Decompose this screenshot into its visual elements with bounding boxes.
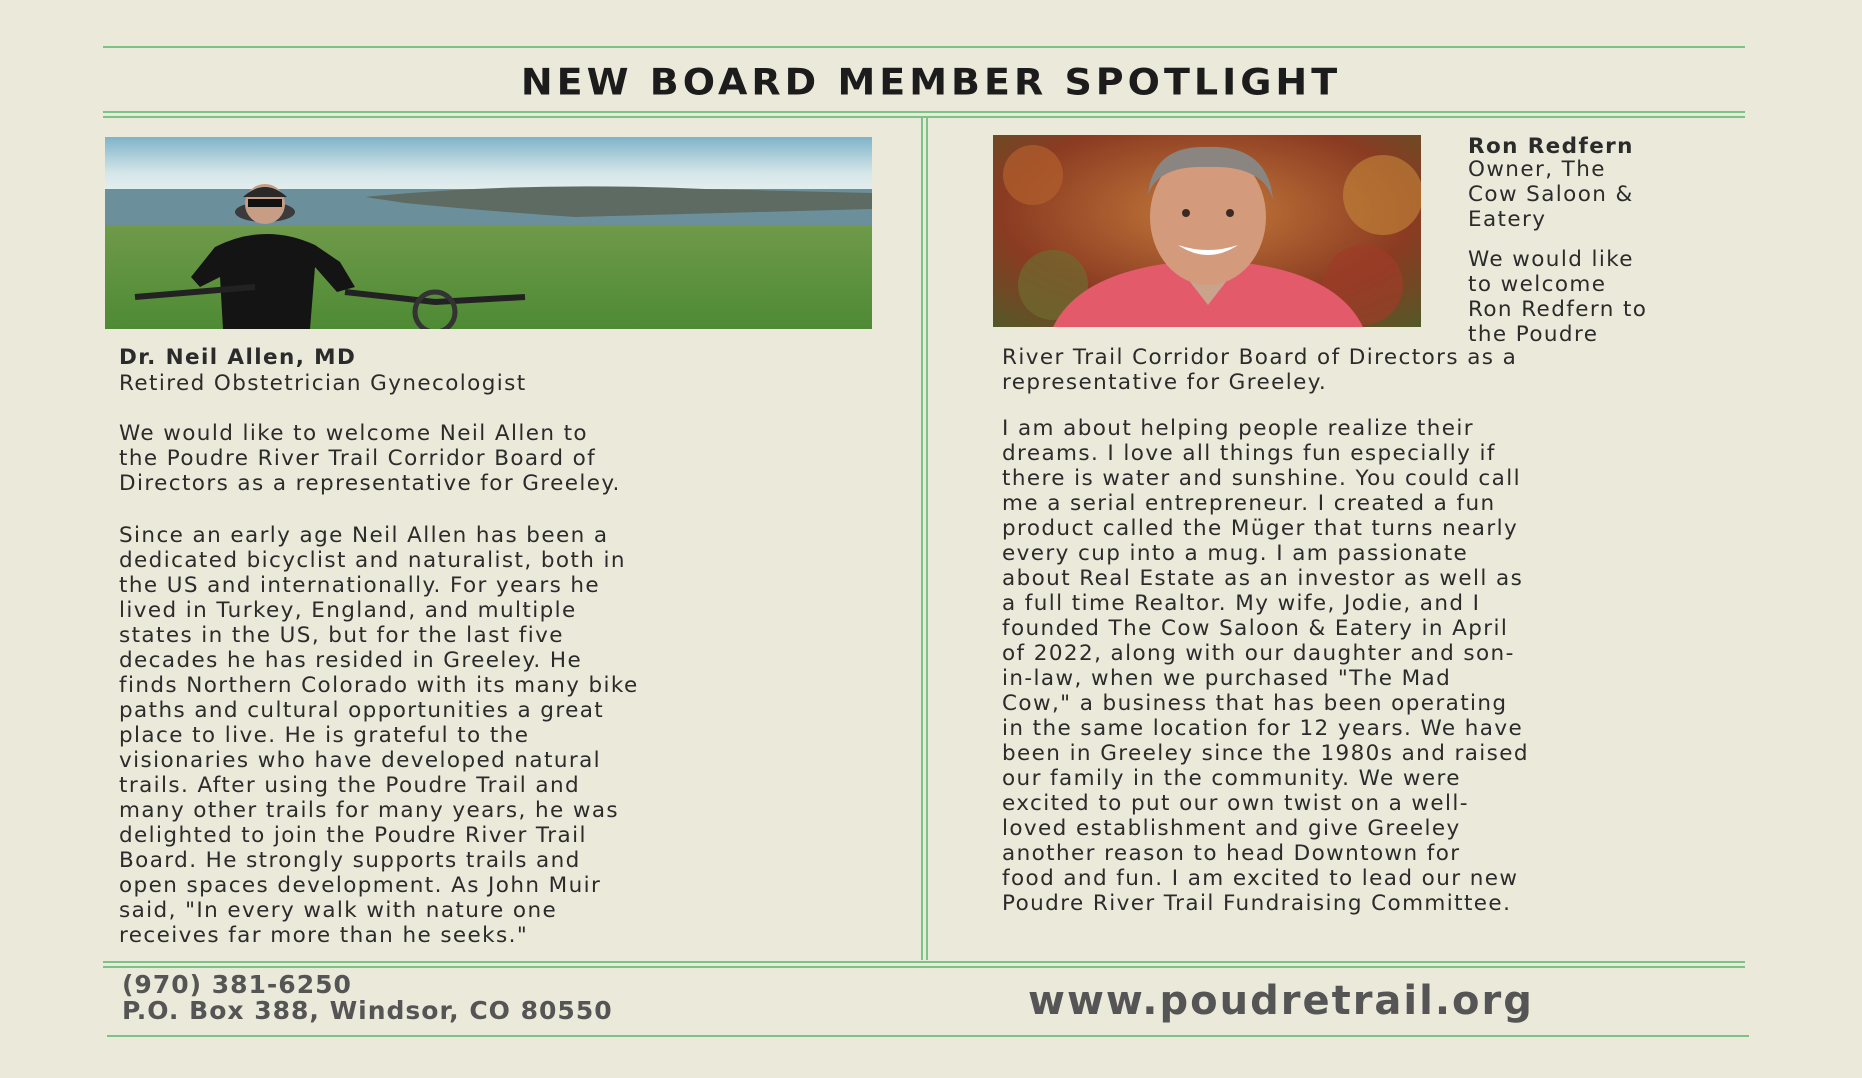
footer-contact [122,972,613,1024]
left-welcome-paragraph: We would like to welcome Neil Allen to the Poudre River Trail Corridor Board of Directors as a representative for Greeley. [119,421,621,496]
column-divider [921,117,928,960]
bottom-rule [107,1035,1749,1037]
footer-phone: (970) 381-6250 [122,970,352,999]
top-rule [103,46,1745,48]
left-member-role: Retired Obstetrician Gynecologist [119,371,527,396]
left-bio-paragraph: Since an early age Neil Allen has been a dedicated bicyclist and naturalist, both in the US and internationally. For years he lived in Turkey, England, and multiple states in the US, but for the last five decades he has resided in Greeley. He finds Northern Colorado with its many bike paths and cultural opportunities a great place to live. He is grateful to the visionaries who have developed natural trails. After using the Poudre Trail and many other trails for many years, he was delighted to join the Poudre River Trail Board. He strongly supports trails and open spaces development. As John Muir said, "In every walk with nature one receives far more than he seeks." [119,523,639,948]
right-welcome-continued: River Trail Corridor Board of Directors as a representative for Greeley. [1002,345,1518,395]
left-member-name: Dr. Neil Allen, MD [119,345,357,370]
ron-redfern-photo [993,135,1421,327]
footer-top-rule [103,961,1745,968]
right-bio-paragraph: I am about helping people realize their dreams. I love all things fun especially if there is water and sunshine. You could call me a serial entrepreneur. I created a fun product called the Müger that turns nearly every cup into a mug. I am passionate about Real Estate as an investor as well as a full time Realtor. My wife, Jodie, and I founded The Cow Saloon & Eatery in April of 2022, along with our daughter and son- in-law, when we purchased "The Mad Cow," a business that has been operating in the same location for 12 years. We have been in Greeley since the 1980s and raised our family in the community. We were excited to put our own twist on a well- loved establishment and give Greeley another reason to head Downtown for food and fun. I am excited to lead our new Poudre River Trail Fundraising Committee. [1002,416,1529,916]
right-member-role: Owner, The Cow Saloon & Eatery [1468,157,1634,232]
right-member-name: Ron Redfern [1468,134,1634,159]
right-welcome-side: We would like to welcome Ron Redfern to the Poudre [1468,247,1648,347]
page-title: NEW BOARD MEMBER SPOTLIGHT [520,61,1342,103]
neil-allen-photo [105,137,872,329]
footer-website-link[interactable]: www.poudretrail.org [1028,978,1534,1024]
footer-address: P.O. Box 388, Windsor, CO 80550 [122,996,613,1025]
